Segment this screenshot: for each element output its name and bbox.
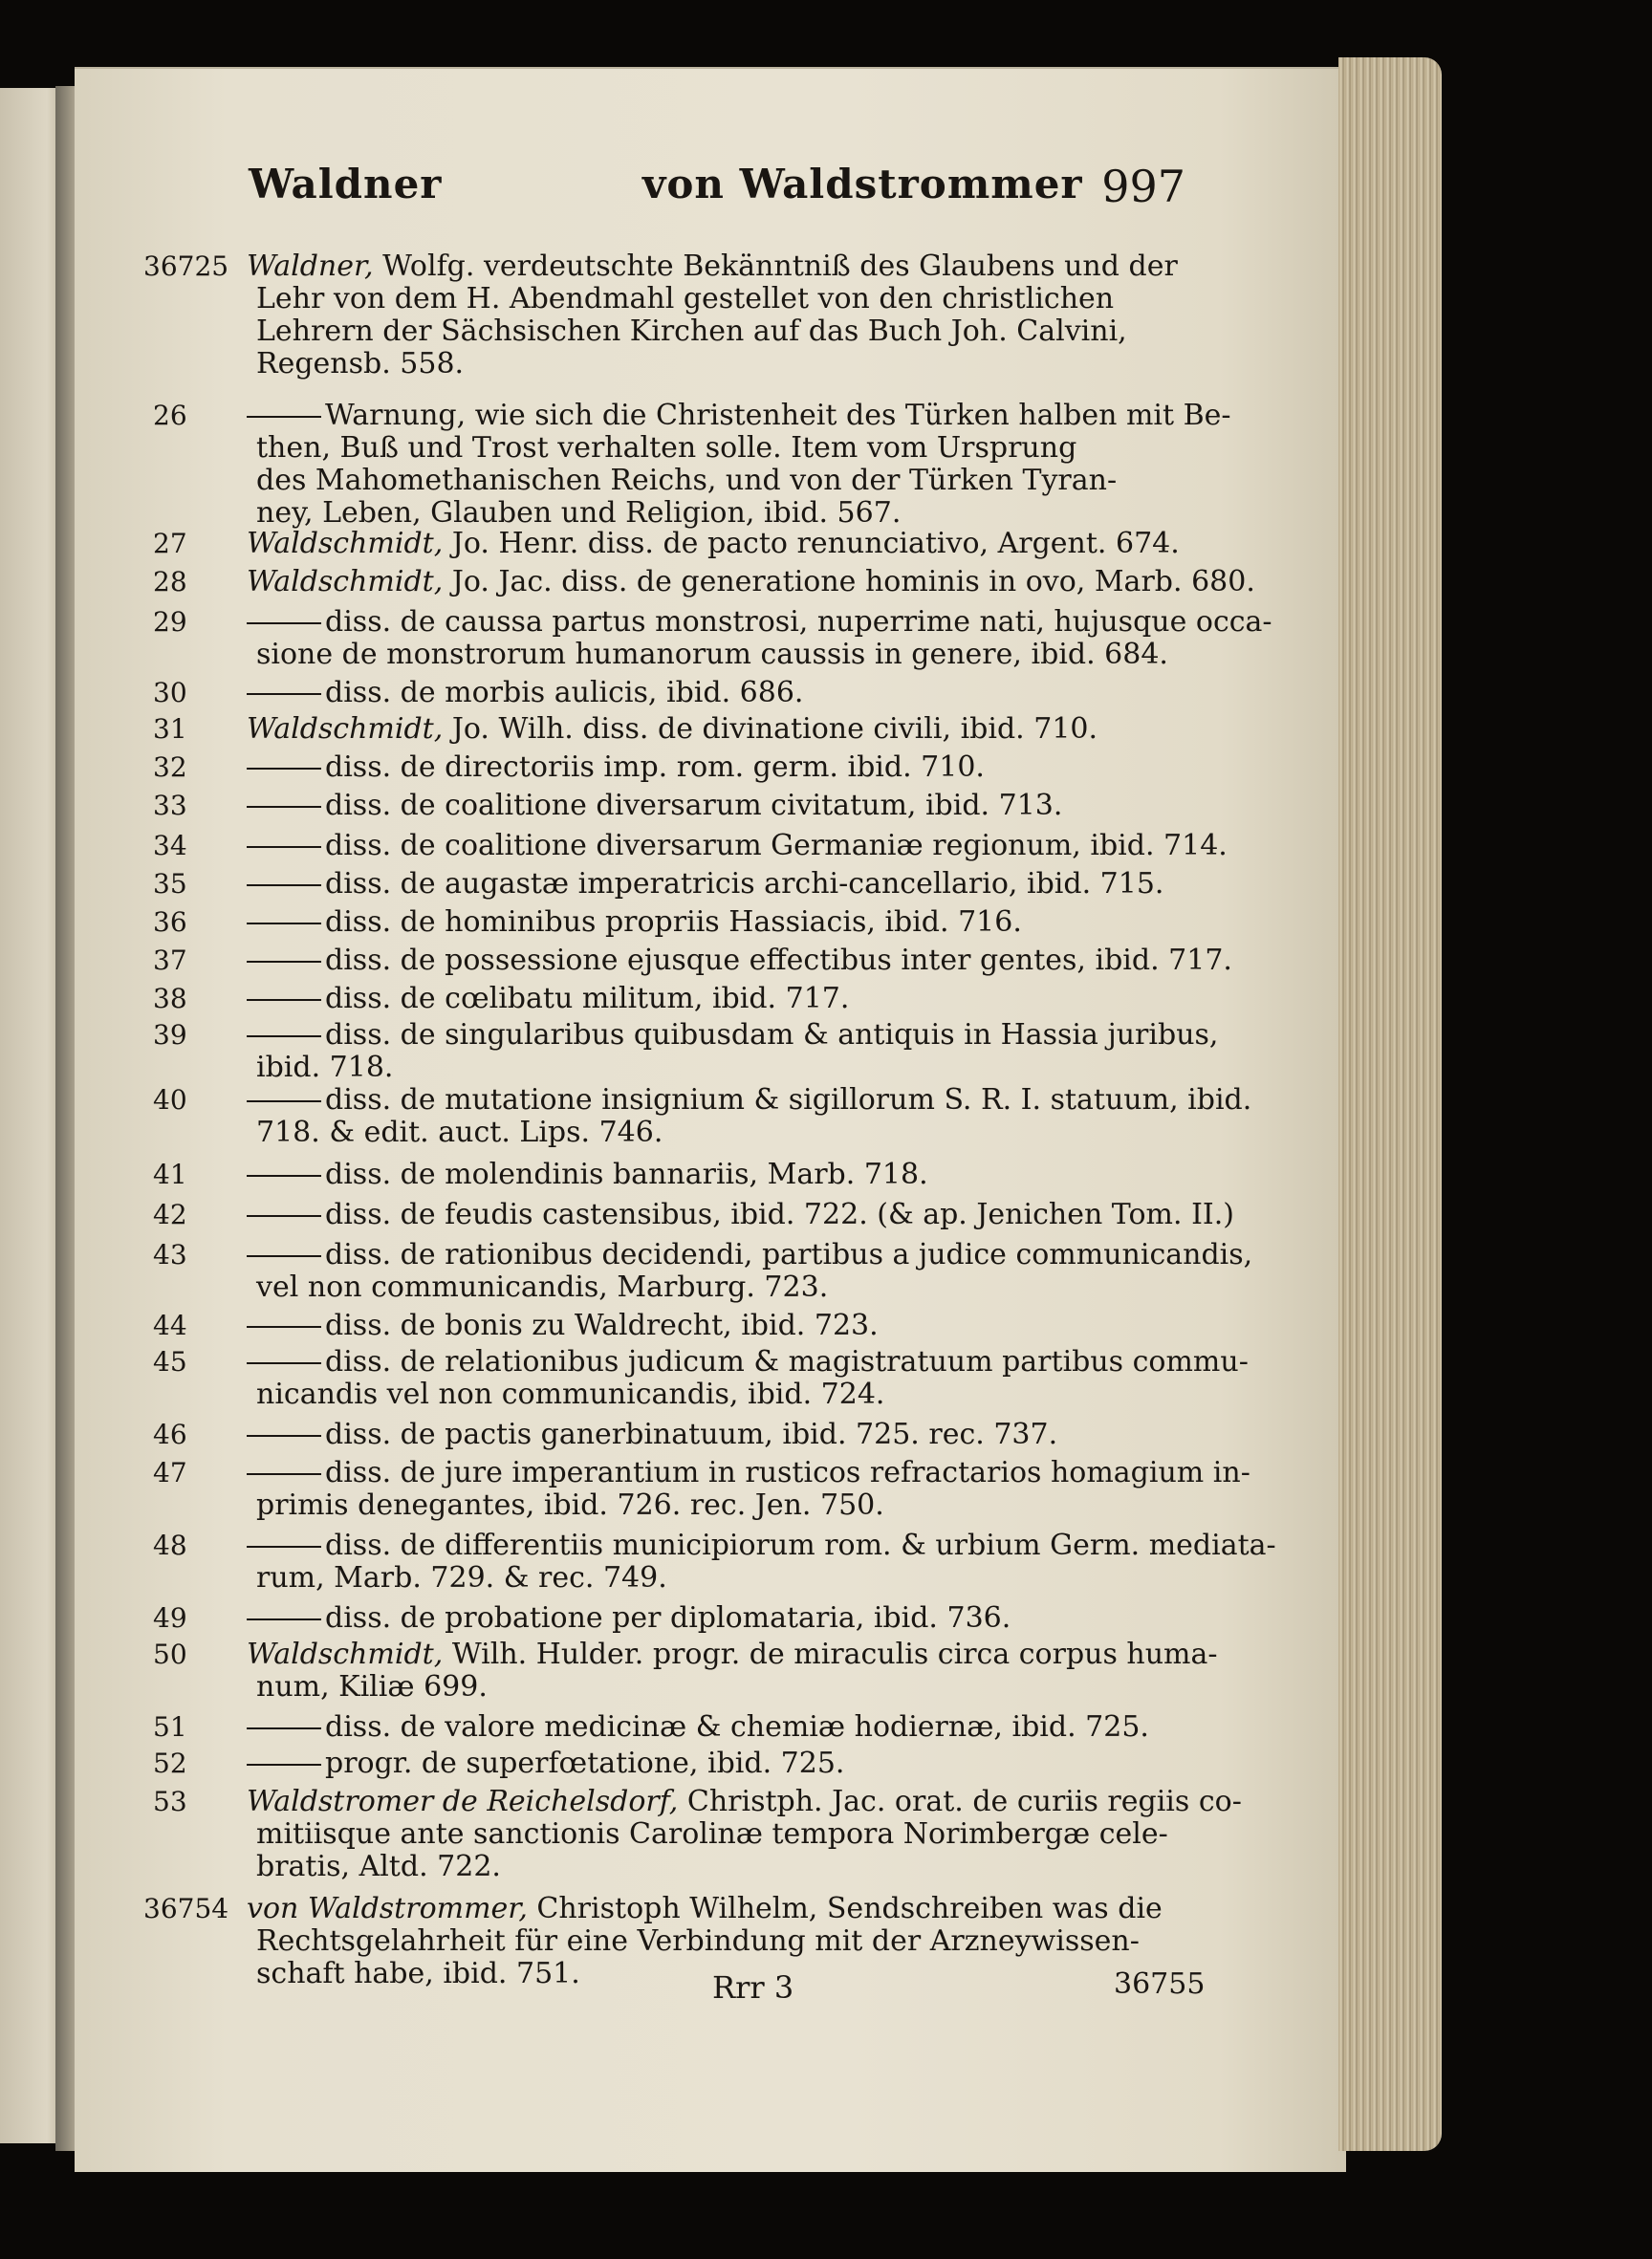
- entry-number: 49: [153, 1602, 187, 1634]
- entry-line-text: Wilh. Hulder. progr. de miraculis circa corpus huma-: [443, 1638, 1218, 1671]
- ditto-dash: [247, 923, 321, 924]
- entry-author: Waldschmidt,: [247, 712, 444, 746]
- entry-line: [247, 944, 1232, 977]
- entry-line: [247, 1638, 1218, 1671]
- entry-line: [247, 465, 1214, 497]
- entry-text: [247, 790, 1214, 822]
- entry-line-text: diss. de cœlibatu militum, ibid. 717.: [325, 982, 850, 1015]
- entry-line-text: progr. de superfœtatione, ibid. 725.: [325, 1747, 845, 1780]
- ditto-dash: [247, 884, 321, 886]
- ditto-dash: [247, 1035, 321, 1037]
- entry-line-text: sione de monstrorum humanorum caussis in genere, ibid. 684.: [256, 638, 1168, 671]
- entry-text: [247, 1711, 1214, 1744]
- entry-number: 52: [153, 1748, 187, 1779]
- ditto-dash: [247, 1435, 321, 1437]
- header-center-word: von Waldstrommer: [642, 161, 1083, 207]
- ditto-dash: [247, 1618, 321, 1620]
- ditto-dash: [247, 1546, 321, 1548]
- entry-line: [247, 1117, 1214, 1149]
- entry-line: [247, 250, 1214, 283]
- entry-line: [247, 1310, 1214, 1342]
- entry-line-text: diss. de possessione ejusque effectibus inter gentes, ibid. 717.: [325, 944, 1232, 977]
- entry-line: [247, 906, 1214, 939]
- entry-text: [247, 565, 1255, 598]
- entry-line-text: diss. de morbis aulicis, ibid. 686.: [325, 676, 804, 709]
- ditto-dash: [247, 1100, 321, 1102]
- entry-text: [247, 1083, 1252, 1149]
- entry-line-text: diss. de molendinis bannariis, Marb. 718.: [325, 1158, 928, 1191]
- entry-line: [247, 497, 1214, 530]
- entry-number: 38: [153, 983, 187, 1014]
- entry-line: [247, 1419, 1214, 1451]
- entry-line-text: Wolfg. verdeutschte Bekänntniß des Glaubens und der: [373, 250, 1178, 283]
- entry-line: [247, 1379, 1214, 1411]
- entry-number: 29: [153, 606, 187, 638]
- entry-text: [247, 528, 1214, 560]
- ditto-dash: [247, 846, 321, 848]
- entry-line: [247, 829, 1228, 862]
- entry-text: [247, 713, 1214, 746]
- entry-text: [247, 1198, 1235, 1231]
- entry-line: [247, 1018, 1219, 1052]
- entry-line: [247, 677, 1214, 709]
- entry-text: [247, 944, 1232, 977]
- entry-line: [247, 348, 1214, 380]
- entry-number: 44: [153, 1310, 187, 1341]
- entry-line-text: diss. de pactis ganerbinatuum, ibid. 725. rec. 737.: [325, 1418, 1058, 1451]
- entry-author: Waldschmidt,: [247, 1638, 444, 1671]
- entry-number: 51: [153, 1711, 187, 1743]
- entry-text: [247, 1602, 1214, 1635]
- entry-line-text: ney, Leben, Glauben und Religion, ibid. 567.: [256, 496, 902, 530]
- entry-text: [247, 906, 1214, 939]
- entry-text: [247, 250, 1214, 380]
- ditto-dash: [247, 1215, 321, 1217]
- entry-line: [247, 1159, 1214, 1191]
- entry-line: [247, 1456, 1250, 1489]
- entry-line: [247, 868, 1214, 901]
- entry-line: [247, 1345, 1249, 1379]
- entry-number: 33: [153, 790, 187, 821]
- entry-line-text: Christph. Jac. orat. de curiis regiis co-: [678, 1785, 1242, 1818]
- entry-line-text: diss. de jure imperantium in rusticos refractarios homagium in-: [325, 1456, 1250, 1489]
- entry-author: von Waldstrommer,: [247, 1892, 528, 1925]
- entry-line: [247, 1271, 1214, 1304]
- entry-line-text: vel non communicandis, Marburg. 723.: [256, 1271, 829, 1304]
- entry-line: [247, 713, 1214, 746]
- entry-line-text: diss. de mutatione insignium & sigillorum S. R. I. statuum, ibid.: [325, 1083, 1252, 1117]
- entry-number: 41: [153, 1159, 187, 1190]
- entry-text: [247, 1345, 1249, 1411]
- entry-text: [247, 1018, 1219, 1084]
- entry-number: 26: [153, 400, 187, 431]
- entry-line: [247, 1711, 1214, 1744]
- entry-line: [247, 1925, 1214, 1958]
- entry-text: [247, 983, 1214, 1015]
- ditto-dash: [247, 1727, 321, 1729]
- entry-line-text: Regensb. 558.: [256, 347, 465, 380]
- entry-text: [247, 605, 1272, 671]
- entry-line: [247, 1238, 1253, 1271]
- entry-line: [247, 1562, 1214, 1595]
- entry-line-text: Lehrern der Sächsischen Kirchen auf das Buch Joh. Calvini,: [256, 315, 1127, 348]
- entry-number: 35: [153, 868, 187, 900]
- entry-line-text: diss. de coalitione diversarum civitatum, ibid. 713.: [325, 789, 1063, 822]
- entry-line: [247, 751, 1214, 784]
- catchword: 36755: [1114, 1967, 1206, 2001]
- entry-line-text: primis denegantes, ibid. 726. rec. Jen. 750.: [256, 1488, 884, 1522]
- entry-text: [247, 1456, 1250, 1522]
- entry-line-text: Lehr von dem H. Abendmahl gestellet von den christlichen: [256, 282, 1115, 315]
- entry-author: Waldschmidt,: [247, 565, 444, 598]
- entry-line-text: Christoph Wilhelm, Sendschreiben was die: [527, 1892, 1163, 1925]
- ditto-dash: [247, 961, 321, 963]
- entry-number: 36: [153, 906, 187, 938]
- ditto-dash: [247, 768, 321, 770]
- ditto-dash: [247, 1473, 321, 1475]
- entry-line: [247, 1083, 1252, 1117]
- page-number: 997: [1101, 161, 1185, 212]
- entry-line: [247, 1785, 1242, 1818]
- entry-line-text: Jo. Wilh. diss. de divinatione civili, ibid. 710.: [443, 712, 1098, 746]
- entry-line-text: diss. de bonis zu Waldrecht, ibid. 723.: [325, 1309, 879, 1342]
- entry-number: 34: [153, 830, 187, 861]
- entry-line: [247, 1671, 1214, 1704]
- entry-line: [247, 1198, 1235, 1231]
- entry-number: 42: [153, 1199, 187, 1230]
- entry-line-text: diss. de valore medicinæ & chemiæ hodiernæ, ibid. 725.: [325, 1710, 1149, 1744]
- entry-text: [247, 1638, 1218, 1704]
- entry-line: [247, 1529, 1276, 1562]
- ditto-dash: [247, 1255, 321, 1257]
- entry-text: [247, 1785, 1242, 1883]
- entry-number: 48: [153, 1530, 187, 1561]
- entry-line: [247, 315, 1214, 348]
- entry-line: [247, 1748, 1214, 1780]
- entry-number: 43: [153, 1239, 187, 1271]
- entry-number: 28: [153, 566, 187, 597]
- entry-number: 31: [153, 713, 187, 745]
- entry-line-text: nicandis vel non communicandis, ibid. 724.: [256, 1378, 885, 1411]
- entry-line-text: diss. de relationibus judicum & magistratuum partibus commu-: [325, 1345, 1249, 1379]
- entry-number: 39: [153, 1019, 187, 1051]
- entry-text: [247, 829, 1228, 862]
- entry-line: [247, 1893, 1214, 1925]
- entry-text: [247, 677, 1214, 709]
- entry-line-text: Rechtsgelahrheit für eine Verbindung mit der Arzneywissen-: [256, 1924, 1140, 1958]
- ditto-dash: [247, 1764, 321, 1766]
- entry-line-text: diss. de differentiis municipiorum rom. & urbium Germ. mediata-: [325, 1529, 1276, 1562]
- ditto-dash: [247, 693, 321, 695]
- entry-line: [247, 565, 1255, 598]
- entry-line-text: diss. de augastæ imperatricis archi-cancellario, ibid. 715.: [325, 867, 1164, 901]
- entry-line-text: mitiisque ante sanctionis Carolinæ tempora Norimbergæ cele-: [256, 1817, 1168, 1851]
- ditto-dash: [247, 1362, 321, 1364]
- entry-number: 30: [153, 677, 187, 708]
- entry-line: [247, 1851, 1214, 1883]
- entry-line: [247, 1489, 1214, 1522]
- entry-line-text: diss. de directoriis imp. rom. germ. ibid. 710.: [325, 750, 985, 784]
- entry-text: [247, 751, 1214, 784]
- entry-line: [247, 639, 1214, 671]
- entry-text: [247, 1419, 1214, 1451]
- running-header: [249, 161, 1185, 228]
- entry-line-text: 718. & edit. auct. Lips. 746.: [256, 1116, 663, 1149]
- entry-number: 37: [153, 945, 187, 976]
- entry-number: 46: [153, 1419, 187, 1450]
- entry-line-text: rum, Marb. 729. & rec. 749.: [256, 1561, 667, 1595]
- entry-line: [247, 1052, 1214, 1084]
- ditto-dash: [247, 1326, 321, 1328]
- entry-line: [247, 1602, 1214, 1635]
- entry-number: 45: [153, 1346, 187, 1378]
- entry-line: [247, 432, 1214, 465]
- entry-line-text: diss. de coalitione diversarum Germaniæ regionum, ibid. 714.: [325, 829, 1228, 862]
- ditto-dash: [247, 1175, 321, 1177]
- entry-number: 36754: [143, 1893, 229, 1924]
- entry-number: 27: [153, 528, 187, 559]
- entry-text: [247, 1310, 1214, 1342]
- entry-line-text: Jo. Jac. diss. de generatione hominis in ovo, Marb. 680.: [443, 565, 1255, 598]
- entry-number: 32: [153, 751, 187, 783]
- entry-line-text: diss. de caussa partus monstrosi, nuperrime nati, hujusque occa-: [325, 605, 1272, 639]
- entry-number: 36725: [143, 250, 229, 282]
- entry-text: [247, 1159, 1214, 1191]
- page-block-edges: [1338, 57, 1442, 2151]
- entry-number: 40: [153, 1084, 187, 1116]
- entry-line: [247, 790, 1214, 822]
- entry-line-text: Warnung, wie sich die Christenheit des Türken halben mit Be-: [325, 399, 1231, 432]
- entry-number: 53: [153, 1786, 187, 1817]
- entry-text: [247, 399, 1231, 530]
- entry-line-text: bratis, Altd. 722.: [256, 1850, 501, 1883]
- ditto-dash: [247, 806, 321, 808]
- entry-line-text: diss. de rationibus decidendi, partibus a judice communicandis,: [325, 1238, 1253, 1271]
- entry-line-text: diss. de probatione per diplomataria, ibid. 736.: [325, 1601, 1011, 1635]
- entry-author: Waldstromer de Reichelsdorf,: [247, 1785, 679, 1818]
- entry-line-text: Jo. Henr. diss. de pacto renunciativo, Argent. 674.: [443, 527, 1180, 560]
- entry-line-text: des Mahomethanischen Reichs, und von der Türken Tyran-: [256, 464, 1118, 497]
- entry-number: 50: [153, 1639, 187, 1670]
- ditto-dash: [247, 416, 321, 418]
- entry-line-text: num, Kiliæ 699.: [256, 1670, 488, 1704]
- entry-author: Waldschmidt,: [247, 527, 444, 560]
- entry-line: [247, 605, 1272, 639]
- signature-mark: Rrr 3: [712, 1969, 794, 2006]
- entry-number: 47: [153, 1457, 187, 1488]
- header-left-word: Waldner: [249, 161, 443, 207]
- entry-text: [247, 868, 1214, 901]
- entry-line: [247, 528, 1214, 560]
- entry-line: [247, 399, 1231, 432]
- entry-line-text: diss. de feudis castensibus, ibid. 722. (& ap. Jenichen Tom. II.): [325, 1198, 1235, 1231]
- entry-author: Waldner,: [247, 250, 374, 283]
- entry-line: [247, 1818, 1214, 1851]
- entry-line-text: schaft habe, ibid. 751.: [256, 1957, 580, 1990]
- entry-line-text: then, Buß und Trost verhalten solle. Item vom Ursprung: [256, 431, 1077, 465]
- entry-line: [247, 983, 1214, 1015]
- entry-text: [247, 1238, 1253, 1304]
- entry-text: [247, 1529, 1276, 1595]
- ditto-dash: [247, 622, 321, 624]
- ditto-dash: [247, 999, 321, 1001]
- entry-line-text: diss. de singularibus quibusdam & antiquis in Hassia juribus,: [325, 1018, 1219, 1052]
- entry-text: [247, 1748, 1214, 1780]
- entry-line-text: diss. de hominibus propriis Hassiacis, ibid. 716.: [325, 905, 1022, 939]
- entry-line: [247, 283, 1214, 315]
- entry-line-text: ibid. 718.: [256, 1051, 394, 1084]
